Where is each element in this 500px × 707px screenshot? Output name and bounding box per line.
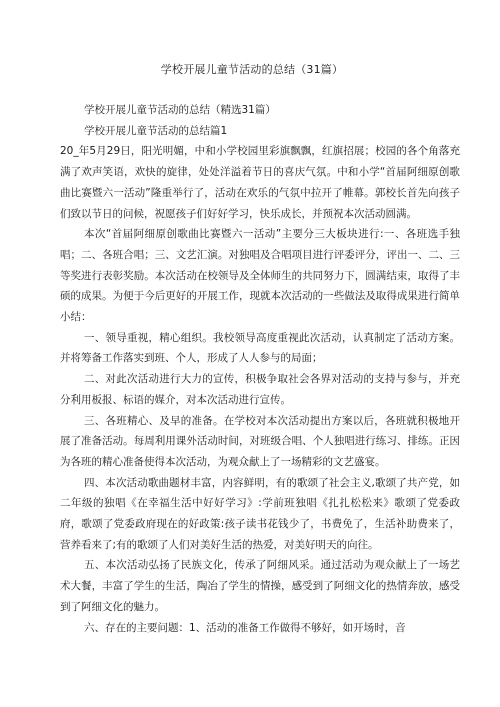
body-paragraph-point-6: 六、存在的主要问题：1、活动的准备工作做得不够好，如开场时，音: [84, 621, 406, 634]
body-paragraph-point-3: 三、各班精心、及早的准备。在学校对本次活动提出方案以后，各班就积极地开展了准备活动。每周利用课外活动时间，对班级合唱、个人独唱进行练习、排练。正因为各班的精心准备使得本次活动，为观众献上了一场精彩的文艺盛宴。: [60, 414, 460, 468]
body-paragraph-point-5: 五、本次活动弘扬了民族文化，传承了阿细风采。通过活动为观众献上了一场艺术大餐，丰富了学生的生活，陶冶了学生的情操，感受到了阿细文化的热情奔放，感受到了阿细文化的魅力。: [60, 559, 460, 613]
document-title: 学校开展儿童节活动的总结（31篇）: [160, 63, 344, 76]
body-paragraph-overview: 本次“首届阿细原创歌曲比赛暨六一活动”主要分三大板块进行:一、各班选手独唱；二、各班合唱；三、文艺汇演。对独唱及合唱项目进行评委评分，评出一、二、三等奖进行表彰奖励。本次活动在校领导及全体师生的共同努力下，圆满结束，取得了丰硕的成果。为便于今后更好的开展工作，现就本次活动的一些做法及取得成果进行简单小结：: [60, 228, 460, 324]
section-heading: 学校开展儿童节活动的总结篇1: [84, 124, 228, 137]
body-paragraph-intro: 20_年5月29日，阳光明媚，中和小学校园里彩旗飘飘，红旗招展；校园的各个角落充满了欢声笑语，欢快的旋律，处处洋溢着节日的喜庆气氛。中和小学“首届阿细原创歌曲比赛暨六一活动”隆重举行了，活动在欢乐的气氛中拉开了帷幕。郭校长首先向孩子们致以节日的问候，祝愿孩子们好好学习，快乐成长，并预祝本次活动圆满。: [60, 145, 460, 220]
body-paragraph-point-2: 二、对此次活动进行大力的宣传，积极争取社会各界对活动的支持与参与，并充分利用板报、标语的媒介，对本次活动进行宣传。: [60, 373, 460, 406]
body-paragraph-point-4: 四、本次活动歌曲题材丰富，内容鲜明，有的歌颂了社会主义,歌颂了共产党，如二年级的独唱《在幸福生活中好好学习》:学前班独唱《扎扎松松来》歌颂了党委政府，歌颂了党委政府现在的好政策:孩子读书花钱少了，书费免了，生活补助费来了，营养看来了;有的歌颂了人们对美好生活的热爱，对美好明天的向往。: [60, 476, 460, 551]
subtitle-paragraph: 学校开展儿童节活动的总结（精选31篇）: [84, 104, 276, 116]
body-paragraph-point-1: 一、领导重视，精心组织。我校领导高度重视此次活动，认真制定了活动方案。并将筹备工作落实到班、个人，形成了人人参与的局面；: [60, 331, 460, 365]
